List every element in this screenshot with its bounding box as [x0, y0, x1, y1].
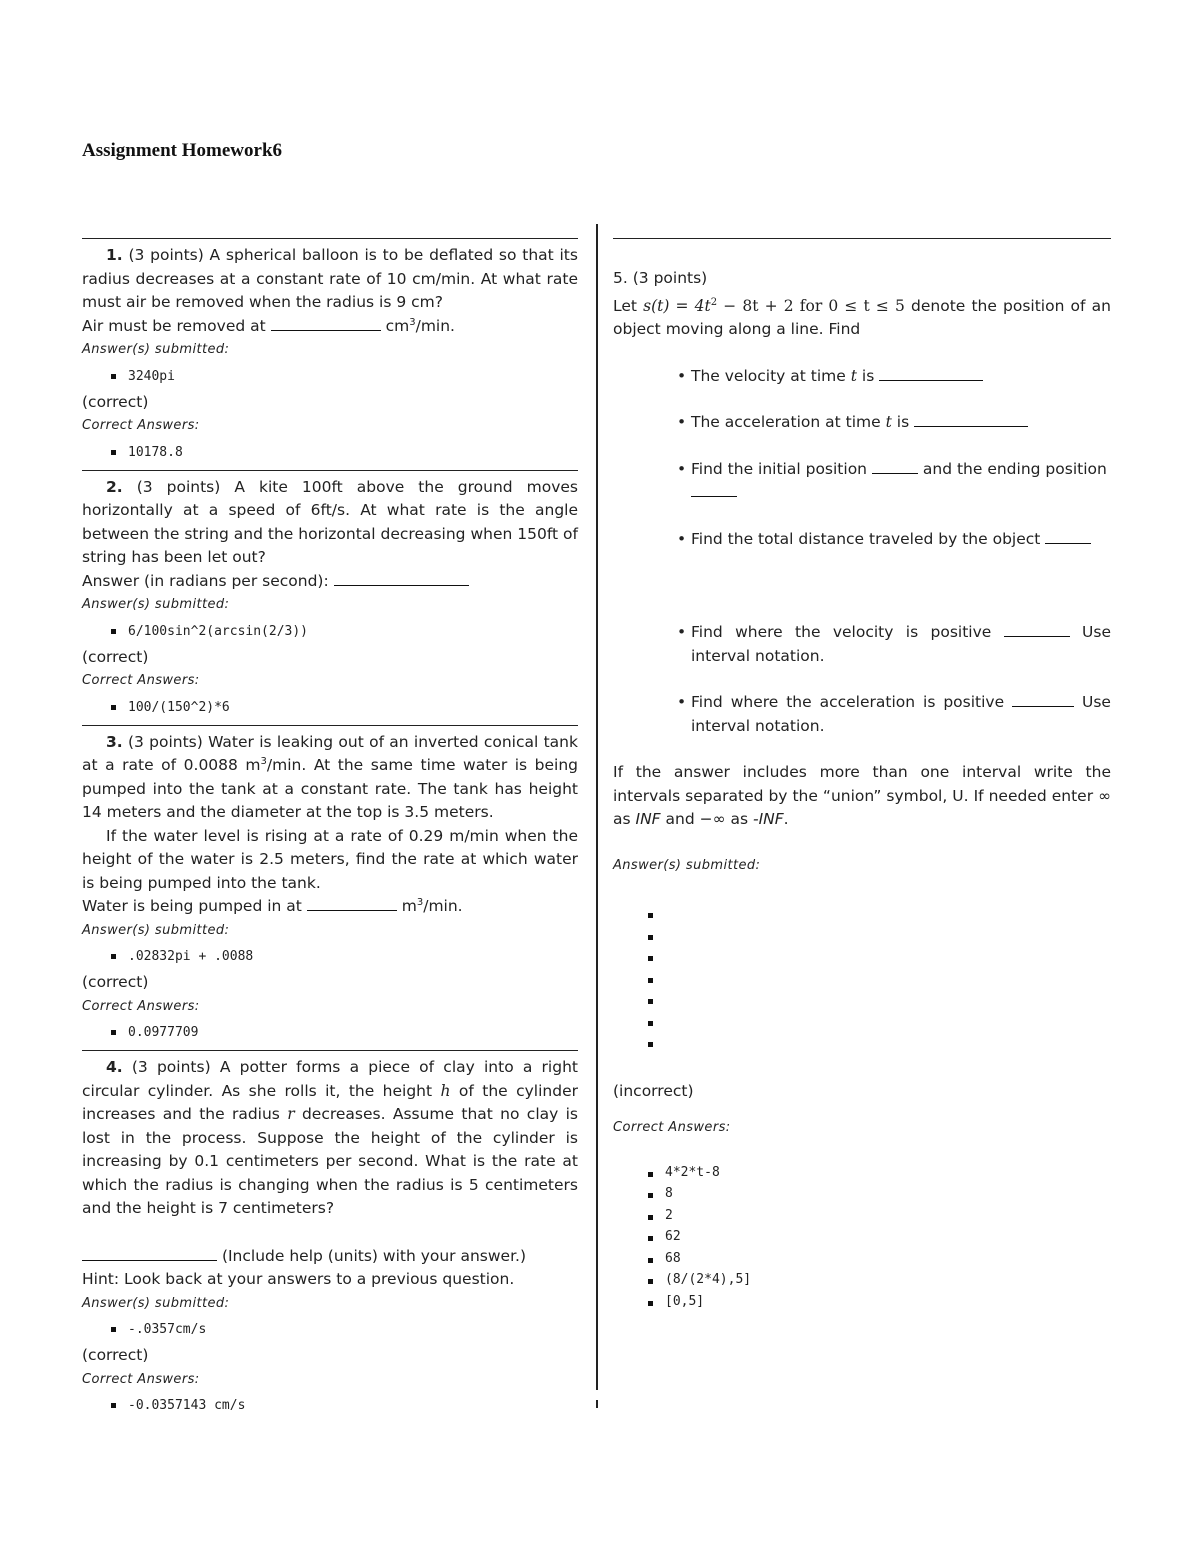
function-exp: 2 — [710, 296, 718, 308]
problem-number: 3. — [106, 732, 123, 751]
list-item: 0.0977709 — [128, 1020, 578, 1045]
task-velocity — [677, 365, 1111, 389]
list-item: -.0357cm/s — [128, 1317, 578, 1342]
note-text-cont: and −∞ as — [665, 810, 749, 828]
list-item: (8/(2*4),5] — [665, 1269, 1111, 1291]
list-item — [665, 925, 1111, 947]
task-is: is — [861, 366, 875, 385]
problem-text-cont: /min. At the same time water is being pumped into the tank at a constant rate. The tank has height 14 meters and the diameter at the top is 3.5 meters. — [82, 756, 579, 821]
answer-blank[interactable] — [872, 459, 918, 474]
union-note — [613, 761, 1111, 832]
answer-blank[interactable] — [691, 482, 737, 497]
problem-points: (3 points) — [632, 269, 708, 287]
problem-text: A potter forms a piece of clay into a right circular cylinder. As she rolls it, the height — [82, 1058, 578, 1100]
correct-label: Correct Answers: — [82, 998, 200, 1014]
status-text: (correct) — [82, 647, 149, 666]
unit-exp: 3 — [416, 896, 424, 908]
unit-exp: 3 — [260, 755, 267, 767]
answer-blank[interactable] — [914, 412, 1028, 427]
list-item: 100/(150^2)*6 — [128, 695, 578, 720]
answer-note: (Include help (units) with your answer.) — [221, 1246, 527, 1265]
submitted-label: Answer(s) submitted: — [82, 922, 230, 938]
problem-1 — [82, 238, 578, 470]
problem-points: (3 points) — [128, 246, 204, 264]
problem-2 — [82, 470, 578, 725]
list-item: 4*2*t-8 — [665, 1162, 1111, 1184]
list-item: .02832pi + .0088 — [128, 944, 578, 969]
answer-prompt: Answer (in radians per second): — [82, 571, 329, 590]
answer-blank[interactable] — [271, 316, 381, 331]
correct-list — [82, 440, 578, 465]
answer-blank[interactable] — [1004, 622, 1070, 637]
correct-list — [82, 695, 578, 720]
correct-list — [82, 1020, 578, 1045]
status-text: (incorrect) — [613, 1081, 694, 1100]
correct-list — [613, 1162, 1111, 1313]
task-text: Find where the acceleration is positive — [691, 693, 1005, 711]
answer-blank[interactable] — [307, 896, 397, 911]
list-item: 68 — [665, 1248, 1111, 1270]
submitted-label: Answer(s) submitted: — [82, 1295, 230, 1311]
list-item: 3240pi — [128, 364, 578, 389]
interval-note: Use interval notation. — [691, 623, 1111, 665]
problem-number: 2. — [106, 477, 123, 496]
task-text: The velocity at time — [691, 366, 846, 385]
unit-exp: 3 — [409, 316, 416, 328]
function-rest: − 8t + 2 for 0 ≤ t ≤ 5 — [723, 296, 905, 315]
task-text: Find where the velocity is positive — [691, 623, 992, 641]
submitted-list — [82, 1317, 578, 1342]
top-rule — [613, 238, 1111, 267]
list-item: 62 — [665, 1226, 1111, 1248]
right-column — [613, 238, 1111, 1314]
problem-points: (3 points) — [131, 1058, 211, 1076]
list-item: 6/100sin^2(arcsin(2/3)) — [128, 619, 578, 644]
math-var: t — [850, 366, 857, 385]
task-text-cont: and the ending position — [922, 459, 1107, 478]
status-text: (correct) — [82, 973, 149, 991]
submitted-label: Answer(s) submitted: — [82, 342, 230, 357]
page-tick — [596, 1400, 598, 1408]
interval-note: Use interval notation. — [691, 693, 1111, 735]
problem-text-cont: decreases. Assume that no clay is lost in the process. Suppose the height of the cylinder is increasing by 0.1 centimeters per second. What is the rate at which the radius is changing when the radius is 5 centimeters and the height is 7 centimeters? — [82, 1105, 578, 1217]
problem-number: 1. — [106, 246, 123, 264]
list-item — [665, 968, 1111, 990]
page-title: Assignment Homework6 — [82, 140, 283, 161]
problem-text-2: If the water level is rising at a rate of 0.29 m/min when the height of the water is 2.5 meters, find the rate at which water is being pumped into the tank. — [82, 826, 578, 892]
task-is: is — [896, 413, 910, 431]
correct-label: Correct Answers: — [82, 673, 200, 688]
list-item — [665, 1011, 1111, 1033]
task-distance — [677, 528, 1111, 552]
task-list — [613, 365, 1111, 739]
submitted-list — [613, 903, 1111, 1054]
problem-text: A spherical balloon is to be deflated so that its radius decreases at a constant rate of 10 cm/min. At what rate must air be removed when the radius is 9 cm? — [82, 246, 578, 311]
answer-blank[interactable] — [1045, 529, 1091, 544]
left-column — [82, 238, 578, 1423]
status-text: (correct) — [82, 1346, 149, 1364]
answer-blank[interactable] — [879, 366, 983, 381]
inf-text: INF — [635, 810, 661, 828]
problem-text-cont: denote the position of an object moving along a line. Find — [613, 296, 1111, 338]
column-divider — [596, 224, 598, 1390]
unit: m — [401, 897, 417, 915]
correct-label: Correct Answers: — [82, 418, 200, 433]
answer-blank[interactable] — [1012, 692, 1074, 707]
function-expr: s(t) = 4t — [643, 296, 711, 315]
list-item: 2 — [665, 1205, 1111, 1227]
submitted-label: Answer(s) submitted: — [613, 857, 761, 873]
list-item: 10178.8 — [128, 440, 578, 465]
answer-prompt: Water is being pumped in at — [82, 897, 302, 915]
problem-3 — [82, 725, 578, 1051]
unit-rest: /min. — [415, 316, 455, 335]
task-acceleration-positive — [677, 691, 1111, 738]
task-text: Find the total distance traveled by the object — [691, 529, 1041, 548]
submitted-list — [82, 364, 578, 389]
unit-rest: /min. — [423, 897, 463, 915]
problem-text: Let — [613, 296, 637, 315]
submitted-list — [82, 619, 578, 644]
status-text: (correct) — [82, 392, 149, 411]
unit: cm — [385, 316, 410, 335]
task-velocity-positive — [677, 621, 1111, 668]
problem-5 — [613, 267, 1111, 1312]
problem-text-cont: of the cylinder increases and the radius — [82, 1081, 578, 1123]
math-var: t — [885, 413, 892, 431]
task-acceleration — [677, 411, 1111, 435]
task-text: Find the initial position — [691, 459, 867, 478]
problem-4 — [82, 1050, 578, 1423]
list-item — [665, 903, 1111, 925]
list-item: -0.0357143 cm/s — [128, 1393, 578, 1418]
math-var: r — [287, 1105, 295, 1123]
correct-label: Correct Answers: — [82, 1371, 200, 1387]
answer-prompt: Air must be removed at — [82, 316, 266, 335]
submitted-list — [82, 944, 578, 969]
list-item: 8 — [665, 1183, 1111, 1205]
list-item: [0,5] — [665, 1291, 1111, 1313]
task-text: The acceleration at time — [691, 413, 881, 431]
answer-blank[interactable] — [82, 1246, 217, 1261]
problem-points: (3 points) — [127, 732, 203, 751]
list-item — [665, 946, 1111, 968]
correct-label: Correct Answers: — [613, 1120, 731, 1135]
math-var: h — [440, 1081, 451, 1100]
problem-number: 4. — [106, 1058, 123, 1076]
neg-inf-text: -INF — [752, 810, 784, 828]
problem-text: A kite 100ft above the ground moves horizontally at a speed of 6ft/s. At what rate is the angle between the string and the horizontal decreasing when 150ft of string has been let out? — [82, 477, 578, 566]
list-item — [665, 1032, 1111, 1054]
list-item — [665, 989, 1111, 1011]
task-positions — [677, 458, 1111, 505]
problem-text: Water is leaking out of an inverted conical tank at a rate of 0.0088 m — [82, 732, 578, 774]
period: . — [783, 810, 789, 828]
problem-points: (3 points) — [136, 477, 221, 496]
problem-number: 5. — [613, 269, 628, 287]
submitted-label: Answer(s) submitted: — [82, 597, 230, 612]
answer-blank[interactable] — [334, 571, 469, 586]
hint-text: Hint: Look back at your answers to a previous question. — [82, 1270, 515, 1288]
correct-list — [82, 1393, 578, 1418]
note-text: If the answer includes more than one interval write the intervals separated by the “union” symbol, U. If needed enter ∞ as — [613, 763, 1111, 828]
